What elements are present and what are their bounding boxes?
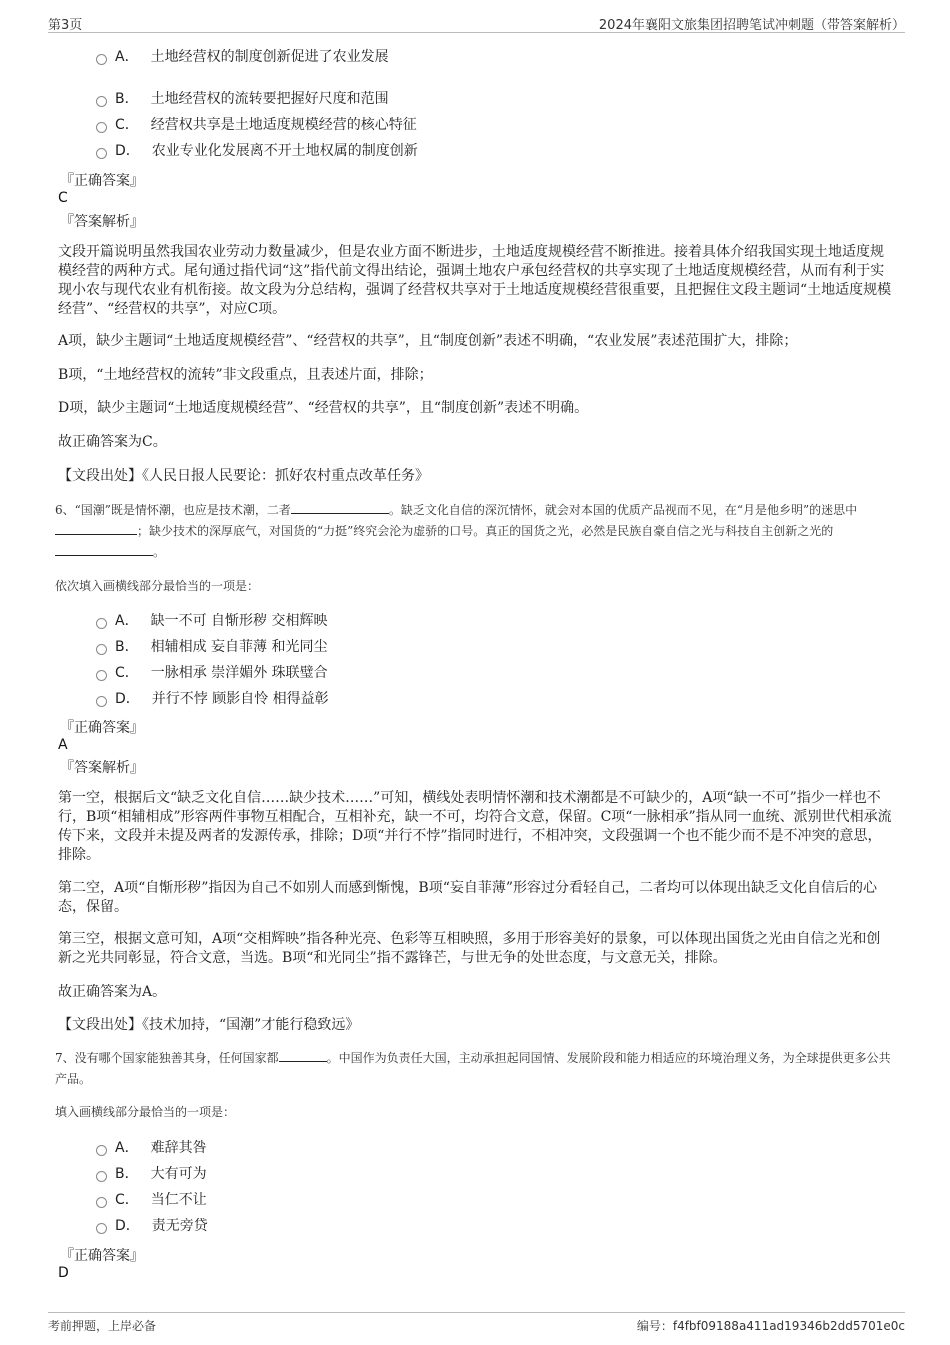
q6-option-c[interactable]: C． 一脉相承 崇洋媚外 珠联璧合 — [96, 662, 329, 688]
q5-analysis-p5: 故正确答案为C。 — [58, 434, 167, 450]
q6-answer: A — [58, 737, 68, 753]
q5-analysis-p3: B项，“土地经营权的流转”非文段重点，且表述片面，排除； — [58, 367, 433, 383]
radio-icon[interactable] — [96, 670, 107, 681]
page-footer — [48, 1312, 905, 1339]
q6-option-d[interactable]: D． 并行不悖 顾影自怜 相得益彰 — [96, 688, 329, 714]
q7-option-c[interactable]: C． 当仁不让 — [96, 1189, 208, 1215]
blank-line[interactable] — [279, 1048, 327, 1062]
q6-option-a[interactable]: A． 缺一不可 自惭形秽 交相辉映 — [96, 610, 329, 636]
q6-analysis-label: 『答案解析』 — [60, 760, 144, 776]
q5-option-d[interactable]: D． 农业专业化发展离不开土地权属的制度创新 — [96, 140, 418, 166]
q7-option-d[interactable]: D． 责无旁贷 — [96, 1215, 208, 1241]
q5-option-b[interactable]: B． 土地经营权的流转要把握好尺度和范围 — [96, 88, 418, 114]
q6-option-b[interactable]: B． 相辅相成 妄自菲薄 和光同尘 — [96, 636, 329, 662]
blank-line[interactable] — [291, 500, 389, 514]
radio-icon[interactable] — [96, 148, 107, 159]
document-title: 2024年襄阳文旅集团招聘笔试冲刺题（带答案解析） — [598, 18, 905, 33]
q5-source: 【文段出处】《人民日报人民要论：抓好农村重点改革任务》 — [58, 468, 429, 484]
q7-stem: 7、没有哪个国家能独善其身，任何国家都 。中国作为负责任大国，主动承担起同国情、发展阶段和能力相适应的环境治理义务，为全球提供更多公共产品。 — [55, 1048, 895, 1090]
q6-analysis-p4: 故正确答案为A。 — [58, 984, 167, 1000]
radio-icon[interactable] — [96, 1171, 107, 1182]
q5-options-rest — [96, 88, 418, 166]
blank-line[interactable] — [55, 521, 137, 535]
q5-analysis-label: 『答案解析』 — [60, 214, 144, 230]
q7-option-b[interactable]: B． 大有可为 — [96, 1163, 208, 1189]
q7-option-a[interactable]: A． 难辞其咎 — [96, 1137, 208, 1163]
radio-icon[interactable] — [96, 1223, 107, 1234]
q5-option-c[interactable]: C． 经营权共享是土地适度规模经营的核心特征 — [96, 114, 418, 140]
radio-icon[interactable] — [96, 618, 107, 629]
radio-icon[interactable] — [96, 644, 107, 655]
footer-slogan: 考前押题，上岸必备 — [48, 1319, 157, 1333]
q6-source: 【文段出处】《技术加持，“国潮”才能行稳致远》 — [58, 1017, 360, 1033]
radio-icon[interactable] — [96, 1197, 107, 1208]
q6-stem: 6、“国潮”既是情怀潮，也应是技术潮，二者 。缺乏文化自信的深沉情怀，就会对本国的优质产品视而不见，在“月是他乡明”的迷思中；缺少技术的深厚底气，对国货的“力挺”终究会沦为虚骄的口号。真正的国货之光，必然是民族自豪自信之光与科技自主创新之光的。 — [55, 500, 895, 563]
radio-icon[interactable] — [96, 54, 107, 65]
q5-option-a[interactable]: A． 土地经营权的制度创新促进了农业发展 — [96, 46, 389, 72]
radio-icon[interactable] — [96, 1145, 107, 1156]
q6-answer-label: 『正确答案』 — [60, 720, 144, 736]
q7-answer-label: 『正确答案』 — [60, 1248, 144, 1264]
radio-icon[interactable] — [96, 696, 107, 707]
q6-analysis-p2: 第二空，A项“自惭形秽”指因为自己不如别人而感到惭愧，B项“妄自菲薄”形容过分看轻自己，二者均可以体现出缺乏文化自信后的心态，保留。 — [58, 880, 878, 915]
q6-options — [96, 610, 329, 714]
radio-icon[interactable] — [96, 96, 107, 107]
page-header — [48, 12, 905, 33]
q5-options — [96, 46, 389, 72]
q6-analysis-p3: 第三空，根据文意可知，A项“交相辉映”指各种光亮、色彩等互相映照，多用于形容美好的景象，可以体现出国货之光由自信之光和创新之光共同彰显，符合文意，当选。B项“和光同尘”指不露锋芒，与世无争的处世态度，与文意无关，排除。 — [58, 931, 881, 966]
q5-answer-label: 『正确答案』 — [60, 173, 144, 189]
q6-analysis-p1: 第一空，根据后文“缺乏文化自信……缺少技术……”可知，横线处表明情怀潮和技术潮都是不可缺少的，A项“缺一不可”指少一样也不行，B项“相辅相成”形容两件事物互相配合，互相补充，缺一不可，均符合文意，保留。C项“一脉相承”指从同一血统、派别世代相承流传下来，文段并未提及两者的发源传承，排除；D项“并行不悖”指同时进行，不相冲突，文段强调一个也不能少而不是不冲突的意思，排除。 — [58, 790, 892, 863]
q7-prompt: 填入画横线部分最恰当的一项是： — [55, 1105, 236, 1119]
q7-answer: D — [58, 1265, 69, 1281]
blank-line[interactable] — [55, 542, 153, 556]
q5-analysis-p4: D项，缺少主题词“土地适度规模经营”、“经营权的共享”，且“制度创新”表述不明确。 — [58, 400, 589, 416]
q7-options — [96, 1137, 208, 1241]
q6-prompt: 依次填入画横线部分最恰当的一项是： — [55, 579, 260, 593]
q5-analysis-p2: A项，缺少主题词“土地适度规模经营”、“经营权的共享”，且“制度创新”表述不明确，“农业发展”表述范围扩大，排除； — [58, 333, 798, 349]
q5-analysis-p1: 文段开篇说明虽然我国农业劳动力数量减少，但是农业方面不断进步，土地适度规模经营不断推进。接着具体介绍我国实现土地适度规模经营的两种方式。尾句通过指代词“这”指代前文得出结论，强调土地农户承包经营权的共享实现了土地适度规模经营，从而有利于实现小农与现代农业有机衔接。故文段为分总结构，强调了经营权共享对于土地适度规模经营很重要，且把握住文段主题词“土地适度规模经营”、“经营权的共享”，对应C项。 — [58, 244, 892, 317]
page-number: 第3页 — [48, 18, 83, 33]
document-id: 编号：f4fbf09188a411ad19346b2dd5701e0c — [636, 1319, 905, 1333]
q5-answer: C — [58, 190, 68, 206]
radio-icon[interactable] — [96, 122, 107, 133]
